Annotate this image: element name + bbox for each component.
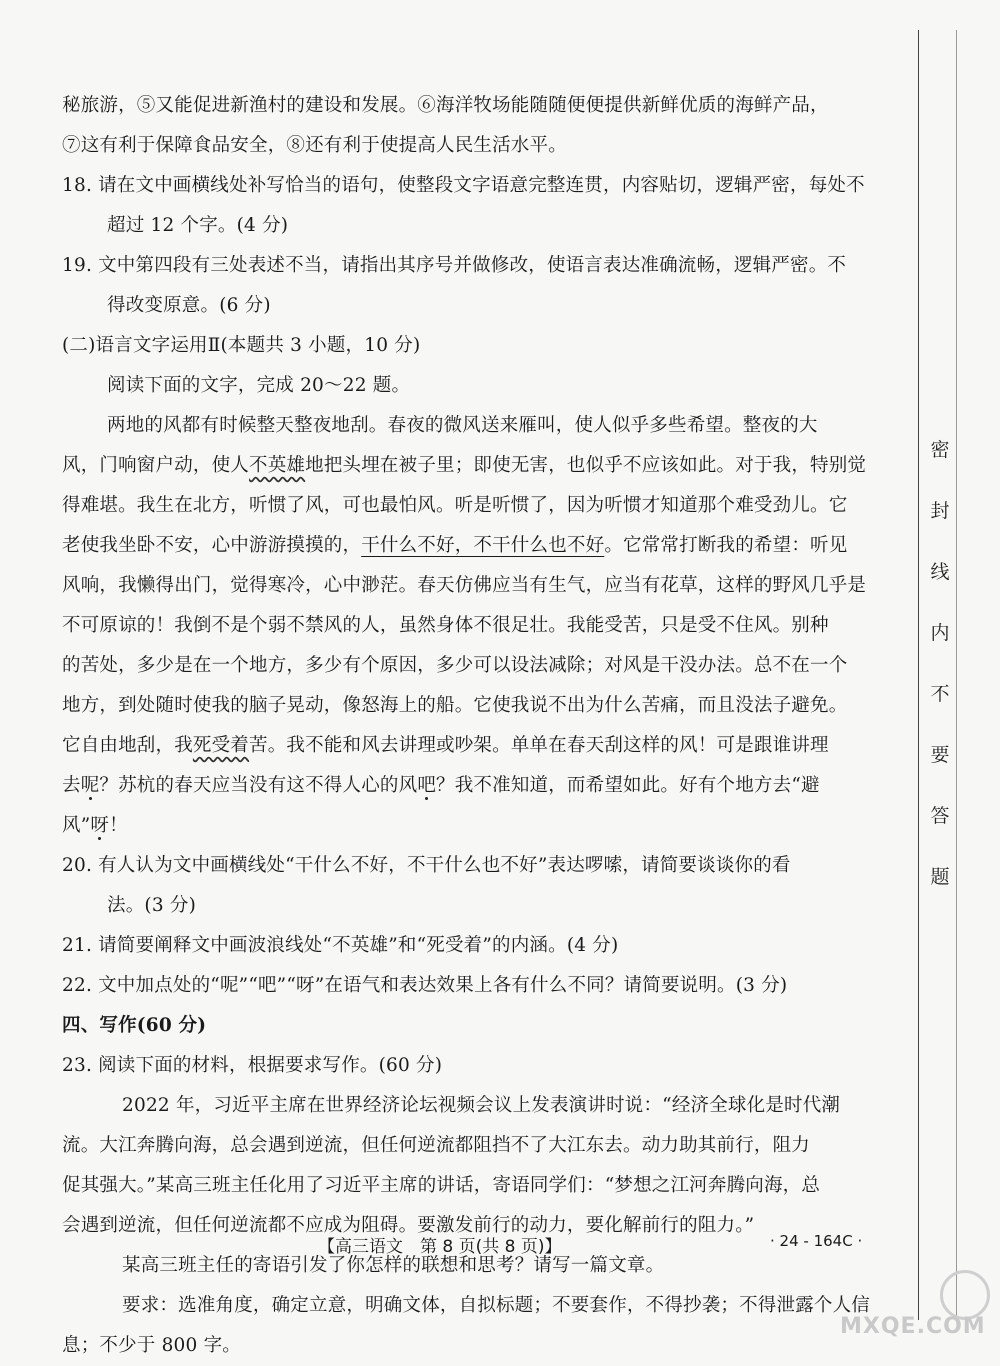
material-line: 某高三班主任的寄语引发了你怎样的联想和思考？请写一篇文章。 <box>122 1255 665 1276</box>
passage-line: 地方，到处随时使我的脑子晃动，像怒海上的船。它使我说不出为什么苦痛，而且没法子避免。 <box>62 695 848 716</box>
seal-char: 封 <box>930 500 950 522</box>
dotted-char: 呀 <box>90 815 110 836</box>
question-20: 20. 有人认为文中画横线处“干什么不好，不干什么也不好”表达啰嗦，请简要谈谈你的看 <box>62 855 791 876</box>
question-22: 22. 文中加点处的“呢”“吧”“呀”在语气和表达效果上各有什么不同？请简要说明。(3 分) <box>62 975 788 996</box>
passage-text: 地把头埋在被子里；即使无害，也似乎不应该如此。对于我，特别觉 <box>305 455 867 476</box>
watermark-text: MXQE.COM <box>840 1314 986 1339</box>
page-number: 【高三语文 第 8 页(共 8 页)】 <box>318 1237 562 1257</box>
seal-char: 密 <box>930 439 950 461</box>
passage-line <box>62 766 894 806</box>
reading-instruction: 阅读下面的文字，完成 20～22 题。 <box>107 375 411 396</box>
requirements-line: 要求：选准角度，确定立意，明确文体，自拟标题；不要套作，不得抄袭；不得泄露个人信 <box>122 1295 871 1316</box>
passage-text: 老使我坐卧不安，心中游游摸摸的， <box>62 535 362 556</box>
passage-line: 不可原谅的！我倒不是个弱不禁风的人，虽然身体不很足壮。我能受苦，只是受不住风。别种 <box>62 615 829 636</box>
seal-char: 答 <box>930 805 950 827</box>
text-line: 秘旅游，⑤又能促进新渔村的建设和发展。⑥海洋牧场能随随便便提供新鲜优质的海鲜产品， <box>62 95 829 116</box>
section-heading-writing: 四、写作(60 分) <box>62 1015 207 1036</box>
passage-line: 得难堪。我生在北方，听惯了风，可也最怕风。听是听惯了，因为听惯才知道那个难受劲儿。它 <box>62 495 848 516</box>
seal-char: 线 <box>930 561 950 583</box>
question-20-cont: 法。(3 分) <box>107 895 196 916</box>
passage-text: 去 <box>62 775 81 796</box>
question-23: 23. 阅读下面的材料，根据要求写作。(60 分) <box>62 1055 443 1076</box>
section-heading: (二)语言文字运用Ⅱ(本题共 3 小题，10 分) <box>62 335 421 356</box>
question-19-cont: 得改变原意。(6 分) <box>107 295 271 316</box>
seal-notice <box>925 440 955 928</box>
passage-line: 风响，我懒得出门，觉得寒冷，心中渺茫。春天仿佛应当有生气，应当有花草，这样的野风几乎是 <box>62 575 867 596</box>
watermark <box>820 1270 990 1340</box>
passage-line <box>62 806 894 846</box>
passage-text: ？我不准知道，而希望如此。好有个地方去“避 <box>436 775 820 796</box>
passage-line: 两地的风都有时候整天整夜地刮。春夜的微风送来雁叫，使人似乎多些希望。整夜的大 <box>107 415 818 436</box>
dotted-char: 呢 <box>80 775 100 796</box>
seal-char: 内 <box>930 622 950 644</box>
passage-text: 。它常常打断我的希望：听见 <box>604 535 848 556</box>
passage-text: 苦。我不能和风去讲理或吵架。单单在春天刮这样的风！可是跟谁讲理 <box>249 735 829 756</box>
seal-char: 不 <box>930 683 950 705</box>
seal-char: 题 <box>930 866 950 888</box>
question-18-cont: 超过 12 个字。(4 分) <box>107 215 289 236</box>
paper-code: · 24 - 164C · <box>770 1232 863 1250</box>
material-line: 流。大江奔腾向海，总会遇到逆流，但任何逆流都阻挡不了大江东去。动力助其前行，阻力 <box>62 1135 811 1156</box>
passage-text: 它自由地刮，我 <box>62 735 193 756</box>
material-line: 会遇到逆流，但任何逆流都不应成为阻碍。要激发前行的动力，要化解前行的阻力。” <box>62 1215 755 1236</box>
question-21: 21. 请简要阐释文中画波浪线处“不英雄”和“死受着”的内涵。(4 分) <box>62 935 619 956</box>
binding-line <box>918 30 919 1320</box>
underlined-text: 干什么不好，不干什么也不好 <box>361 535 605 556</box>
page-footer <box>0 1232 1000 1262</box>
passage-text: ？苏杭的春天应当没有这不得人心的风 <box>99 775 418 796</box>
passage-text: ！ <box>109 815 128 836</box>
wavy-underline-text: 死受着 <box>192 735 250 756</box>
seal-char: 要 <box>930 744 950 766</box>
passage-line: 的苦处，多少是在一个地方，多少有个原因，多少可以设法减除；对风是干没办法。总不在一个 <box>62 655 848 676</box>
wavy-underline-text: 不英雄 <box>249 455 306 476</box>
dotted-char: 吧 <box>417 775 437 796</box>
material-line: 促其强大。”某高三班主任化用了习近平主席的讲话，寄语同学们：“梦想之江河奔腾向海，总 <box>62 1175 821 1196</box>
requirements-line: 息；不少于 800 字。 <box>62 1335 241 1356</box>
passage-line <box>62 446 894 486</box>
passage-text: 风，门响窗户动，使人 <box>62 455 250 476</box>
binding-line-outer <box>956 30 957 1320</box>
material-line: 2022 年，习近平主席在世界经济论坛视频会议上发表演讲时说：“经济全球化是时代潮 <box>122 1095 841 1116</box>
question-19: 19. 文中第四段有三处表述不当，请指出其序号并做修改，使语言表达准确流畅，逻辑严密。不 <box>62 255 847 276</box>
text-line: ⑦这有利于保障食品安全，⑧还有利于使提高人民生活水平。 <box>62 135 567 156</box>
passage-line <box>62 526 894 566</box>
exam-page-content <box>62 86 894 1366</box>
passage-line <box>62 726 894 766</box>
question-18: 18. 请在文中画横线处补写恰当的语句，使整段文字语意完整连贯，内容贴切，逻辑严密，每处不 <box>62 175 865 196</box>
passage-text: 风” <box>62 815 91 836</box>
watermark-logo-icon <box>940 1270 990 1320</box>
